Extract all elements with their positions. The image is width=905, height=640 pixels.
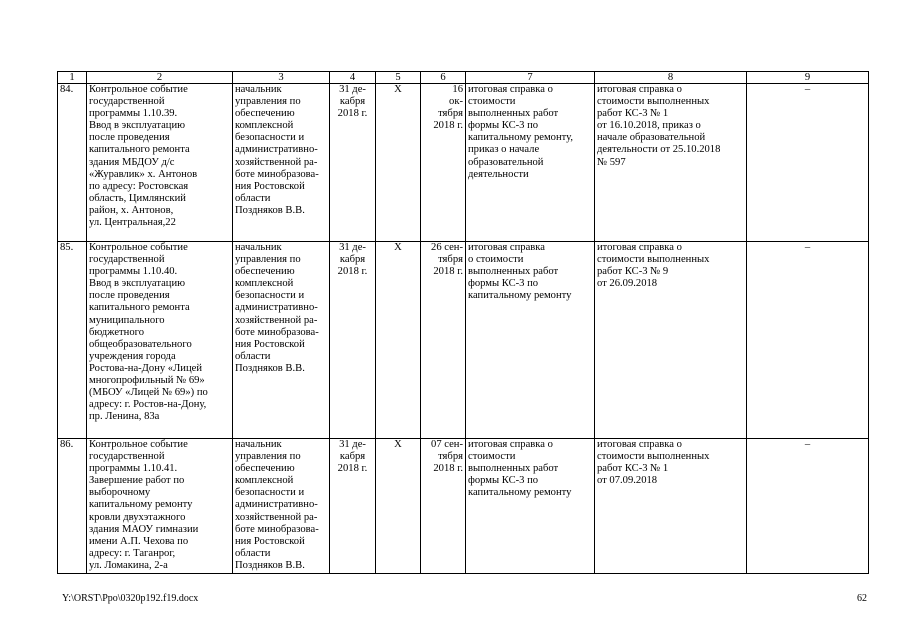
cell-text-line: хозяйственной ра- xyxy=(235,156,318,168)
cell-text-line: 2018 г. xyxy=(433,463,463,475)
file-path: Y:\ORST\Ppo\0320p192.f19.docx xyxy=(62,593,199,604)
cell-text-line: выполненных работ xyxy=(468,108,559,120)
cell-text-line: Поздняков В.В. xyxy=(235,559,305,571)
cell-text-line: управления по xyxy=(235,254,301,266)
cell-text-line: государственной xyxy=(89,254,165,266)
cell-text-line: выполненных работ xyxy=(468,463,559,475)
cell-text-line: пр. Ленина, 83а xyxy=(89,411,160,423)
cell-text-line: безопасности и xyxy=(235,290,305,302)
row-number-cell: 85. xyxy=(58,242,87,439)
plan-date-cell xyxy=(330,84,376,242)
cell-text-line: выполненных работ xyxy=(468,266,559,278)
cell-text-line: общеобразовательного xyxy=(89,338,192,350)
cell-text-line: после проведения xyxy=(89,132,170,144)
cell-text-line: капитальному ремонту xyxy=(468,290,572,302)
cell-text-line: начале образовательной xyxy=(597,132,706,144)
cell-text-line: Ввод в эксплуатацию xyxy=(89,278,186,290)
cell-text-line: 16 xyxy=(452,84,463,95)
cell-text-line: обеспечению xyxy=(235,463,295,475)
cell-text-line: кабря xyxy=(339,254,366,266)
cell-text-line: итоговая справка xyxy=(468,242,545,253)
cell-text-line: «Журавлик» х. Антонов xyxy=(89,168,198,180)
cell-text-line: формы КС-3 по xyxy=(468,475,539,487)
cell-text-line: капитального ремонта xyxy=(89,144,190,156)
col-header: 6 xyxy=(421,72,466,84)
cell-text-line: тября xyxy=(438,254,463,266)
cell-text-line: Поздняков В.В. xyxy=(235,204,305,216)
cell-text-line: ния Ростовской xyxy=(235,180,305,192)
cell-text-line: муниципального xyxy=(89,314,165,326)
cell-text-line: программы 1.10.39. xyxy=(89,108,178,120)
cell-text-line: административно- xyxy=(235,499,318,511)
cell-text-line: безопасности и xyxy=(235,487,305,499)
cell-text-line: стоимости xyxy=(468,96,516,108)
cell-text-line: от 26.09.2018 xyxy=(597,278,658,290)
cell-text-line: области xyxy=(235,547,271,559)
cell-text-line: 2018 г. xyxy=(337,108,368,120)
cell-text-line: формы КС-3 по xyxy=(468,120,539,132)
cell-text-line: кабря xyxy=(339,451,366,463)
plan-date-cell xyxy=(330,242,376,439)
cell-text-line: имени А.П. Чехова по xyxy=(89,535,189,547)
fact-date-cell xyxy=(421,84,466,242)
row-number-cell: 84. xyxy=(58,84,87,242)
cell-text-line: 2018 г. xyxy=(337,463,368,475)
responsible-cell xyxy=(233,439,330,574)
cell-text-line: учреждения города xyxy=(89,350,176,362)
cell-text-line: комплексной xyxy=(235,278,294,290)
note-cell: – xyxy=(747,242,869,439)
table-row xyxy=(58,439,869,574)
cell-text-line: ул. Центральная,22 xyxy=(89,217,176,229)
cell-text-line: Завершение работ по xyxy=(89,475,185,487)
cell-text-line: административно- xyxy=(235,144,318,156)
cell-text-line: комплексной xyxy=(235,120,294,132)
cell-text-line: район, х. Антонов, xyxy=(89,204,174,216)
cell-text-line: кровли двухэтажного xyxy=(89,511,186,523)
responsible-cell xyxy=(233,84,330,242)
mark-cell: Х xyxy=(376,439,421,574)
cell-text-line: итоговая справка о xyxy=(597,242,682,253)
cell-text-line: ул. Ломакина, 2-а xyxy=(89,559,168,571)
header-row xyxy=(58,72,869,84)
cell-text-line: стоимости выполненных xyxy=(597,451,710,463)
cell-text-line: от 07.09.2018 xyxy=(597,475,658,487)
col-header: 4 xyxy=(330,72,376,84)
cell-text-line: приказ о начале xyxy=(468,144,540,156)
cell-text-line: капитальному ремонту, xyxy=(468,132,574,144)
planned-document-cell xyxy=(466,242,595,439)
cell-text-line: боте минобразова- xyxy=(235,523,319,535)
cell-text-line: 07 сен- xyxy=(431,439,463,450)
cell-text-line: (МБОУ «Лицей № 69») по xyxy=(89,387,208,399)
cell-text-line: о стоимости xyxy=(468,254,524,266)
cell-text-line: 26 сен- xyxy=(431,242,463,253)
cell-text-line: по адресу: Ростовская xyxy=(89,180,189,192)
cell-text-line: № 597 xyxy=(597,156,626,168)
actual-document-cell xyxy=(595,242,747,439)
cell-text-line: начальник xyxy=(235,84,282,95)
cell-text-line: области xyxy=(235,192,271,204)
cell-text-line: здания МБДОУ д/с xyxy=(89,156,175,168)
data-table xyxy=(57,71,869,574)
cell-text-line: 31 де- xyxy=(339,84,366,95)
cell-text-line: Контрольное событие xyxy=(89,242,188,253)
row-number-cell: 86. xyxy=(58,439,87,574)
fact-date-cell xyxy=(421,439,466,574)
cell-text-line: хозяйственной ра- xyxy=(235,511,318,523)
cell-text-line: стоимости выполненных xyxy=(597,254,710,266)
cell-text-line: стоимости выполненных xyxy=(597,96,710,108)
cell-text-line: государственной xyxy=(89,451,165,463)
cell-text-line: программы 1.10.41. xyxy=(89,463,178,475)
cell-text-line: Контрольное событие xyxy=(89,84,188,95)
cell-text-line: государственной xyxy=(89,96,165,108)
responsible-cell xyxy=(233,242,330,439)
cell-text-line: начальник xyxy=(235,439,282,450)
cell-text-line: капитального ремонта xyxy=(89,302,190,314)
cell-text-line: хозяйственной ра- xyxy=(235,314,318,326)
cell-text-line: Контрольное событие xyxy=(89,439,188,450)
col-header: 7 xyxy=(466,72,595,84)
cell-text-line: итоговая справка о xyxy=(597,84,682,95)
cell-text-line: кабря xyxy=(339,96,366,108)
cell-text-line: область, Цимлянский xyxy=(89,192,186,204)
col-header: 2 xyxy=(87,72,233,84)
cell-text-line: Поздняков В.В. xyxy=(235,362,305,374)
cell-text-line: тября xyxy=(438,451,463,463)
cell-text-line: административно- xyxy=(235,302,318,314)
cell-text-line: 2018 г. xyxy=(337,266,368,278)
col-header: 3 xyxy=(233,72,330,84)
cell-text-line: обеспечению xyxy=(235,266,295,278)
cell-text-line: формы КС-3 по xyxy=(468,278,539,290)
cell-text-line: итоговая справка о xyxy=(468,439,553,450)
cell-text-line: работ КС-3 № 1 xyxy=(597,108,669,120)
cell-text-line: образовательной xyxy=(468,156,544,168)
note-cell: – xyxy=(747,84,869,242)
col-header: 1 xyxy=(58,72,87,84)
cell-text-line: ок- xyxy=(449,96,463,108)
cell-text-line: программы 1.10.40. xyxy=(89,266,178,278)
cell-text-line: итоговая справка о xyxy=(597,439,682,450)
control-event-cell xyxy=(87,84,233,242)
cell-text-line: капитальному ремонту xyxy=(89,499,193,511)
cell-text-line: бюджетного xyxy=(89,326,145,338)
cell-text-line: 31 де- xyxy=(339,439,366,450)
table-row xyxy=(58,84,869,242)
cell-text-line: Ввод в эксплуатацию xyxy=(89,120,186,132)
cell-text-line: начальник xyxy=(235,242,282,253)
cell-text-line: адресу: г. Ростов-на-Дону, xyxy=(89,399,207,411)
col-header: 9 xyxy=(747,72,869,84)
cell-text-line: деятельности от 25.10.2018 xyxy=(597,144,721,156)
cell-text-line: области xyxy=(235,350,271,362)
mark-cell: Х xyxy=(376,84,421,242)
mark-cell: Х xyxy=(376,242,421,439)
cell-text-line: управления по xyxy=(235,96,301,108)
cell-text-line: 2018 г. xyxy=(433,120,463,132)
cell-text-line: многопрофильный № 69» xyxy=(89,375,205,387)
note-cell: – xyxy=(747,439,869,574)
planned-document-cell xyxy=(466,439,595,574)
actual-document-cell xyxy=(595,439,747,574)
cell-text-line: 31 де- xyxy=(339,242,366,253)
actual-document-cell xyxy=(595,84,747,242)
cell-text-line: капитальному ремонту xyxy=(468,487,572,499)
cell-text-line: тября xyxy=(438,108,463,120)
cell-text-line: боте минобразова- xyxy=(235,326,319,338)
plan-date-cell xyxy=(330,439,376,574)
planned-document-cell xyxy=(466,84,595,242)
cell-text-line: Ростова-на-Дону «Лицей xyxy=(89,362,202,374)
cell-text-line: ния Ростовской xyxy=(235,535,305,547)
cell-text-line: ния Ростовской xyxy=(235,338,305,350)
cell-text-line: работ КС-3 № 9 xyxy=(597,266,669,278)
cell-text-line: стоимости xyxy=(468,451,516,463)
cell-text-line: адресу: г. Таганрог, xyxy=(89,547,176,559)
cell-text-line: боте минобразова- xyxy=(235,168,319,180)
page-number: 62 xyxy=(857,593,867,604)
col-header: 5 xyxy=(376,72,421,84)
cell-text-line: итоговая справка о xyxy=(468,84,553,95)
cell-text-line: после проведения xyxy=(89,290,170,302)
cell-text-line: управления по xyxy=(235,451,301,463)
control-event-cell xyxy=(87,439,233,574)
cell-text-line: обеспечению xyxy=(235,108,295,120)
table-row xyxy=(58,242,869,439)
cell-text-line: от 16.10.2018, приказ о xyxy=(597,120,701,132)
cell-text-line: 2018 г. xyxy=(433,266,463,278)
col-header: 8 xyxy=(595,72,747,84)
cell-text-line: деятельности xyxy=(468,168,529,180)
cell-text-line: безопасности и xyxy=(235,132,305,144)
cell-text-line: работ КС-3 № 1 xyxy=(597,463,669,475)
cell-text-line: здания МАОУ гимназии xyxy=(89,523,199,535)
cell-text-line: выборочному xyxy=(89,487,151,499)
control-event-cell xyxy=(87,242,233,439)
cell-text-line: комплексной xyxy=(235,475,294,487)
fact-date-cell xyxy=(421,242,466,439)
